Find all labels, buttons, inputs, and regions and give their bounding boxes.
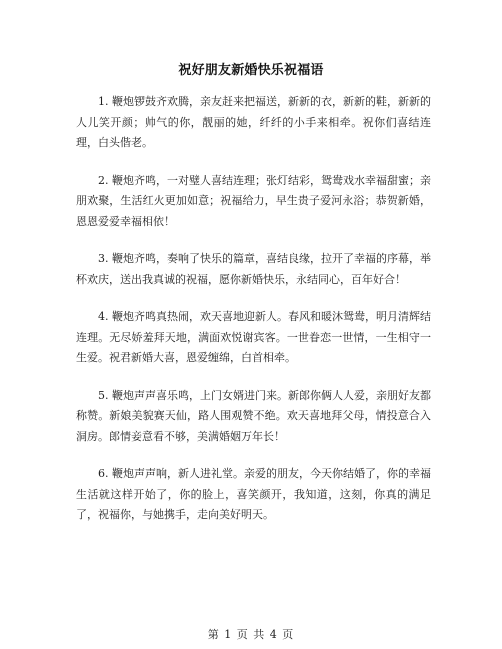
paragraph-1: 1. 鞭炮锣鼓齐欢腾，亲友赶来把福送，新新的衣，新新的鞋，新新的人儿笑开颜；帅气的你，靓丽的她，纤纤的小手来相牵。祝你们喜结连理，白头偕老。 [76, 95, 431, 149]
paragraph-5: 5. 鞭炮声声喜乐鸣，上门女婿进门来。新郎你俩人人爱，亲朋好友都称赞。新娘美貌赛天仙，路人围观赞不绝。欢天喜地拜父母，情投意合入洞房。郎情妾意看不够，美满婚姻万年长！ [76, 388, 431, 443]
document-body [76, 92, 431, 543]
document-title: 祝好朋友新婚快乐祝福语 [178, 63, 324, 78]
paragraph-4: 4. 鞭炮齐鸣真热闹，欢天喜地迎新人。春风和暖沐鸳鸯，明月清辉结连理。无尽娇羞拜天地，满面欢悦谢宾客。一世眷恋一世情，一生相守一生爱。祝君新婚大喜，恩爱缠绵，白首相牵。 [76, 310, 431, 364]
paragraph-2: 2. 鞭炮齐鸣，一对璧人喜结连理；张灯结彩，鸳鸯戏水幸福甜蜜；亲朋欢聚，生活红火更加如意；祝福给力，早生贵子爱河永浴；恭贺新婚，恩恩爱爱幸福相依！ [76, 173, 431, 228]
page-number-footer: 第 1 页 共 4 页 [207, 628, 295, 641]
paragraph-3: 3. 鞭炮齐鸣，奏响了快乐的篇章，喜结良缘，拉开了幸福的序幕，举杯欢庆，送出我真诚的祝福，愿你新婚快乐，永结同心，百年好合！ [76, 252, 431, 286]
paragraph-6: 6. 鞭炮声声响，新人进礼堂。亲爱的朋友，今天你结婚了，你的幸福生活就这样开始了，你的脸上，喜笑颜开，我知道，这刻，你真的满足了，祝福你，与她携手，走向美好明天。 [76, 467, 431, 521]
